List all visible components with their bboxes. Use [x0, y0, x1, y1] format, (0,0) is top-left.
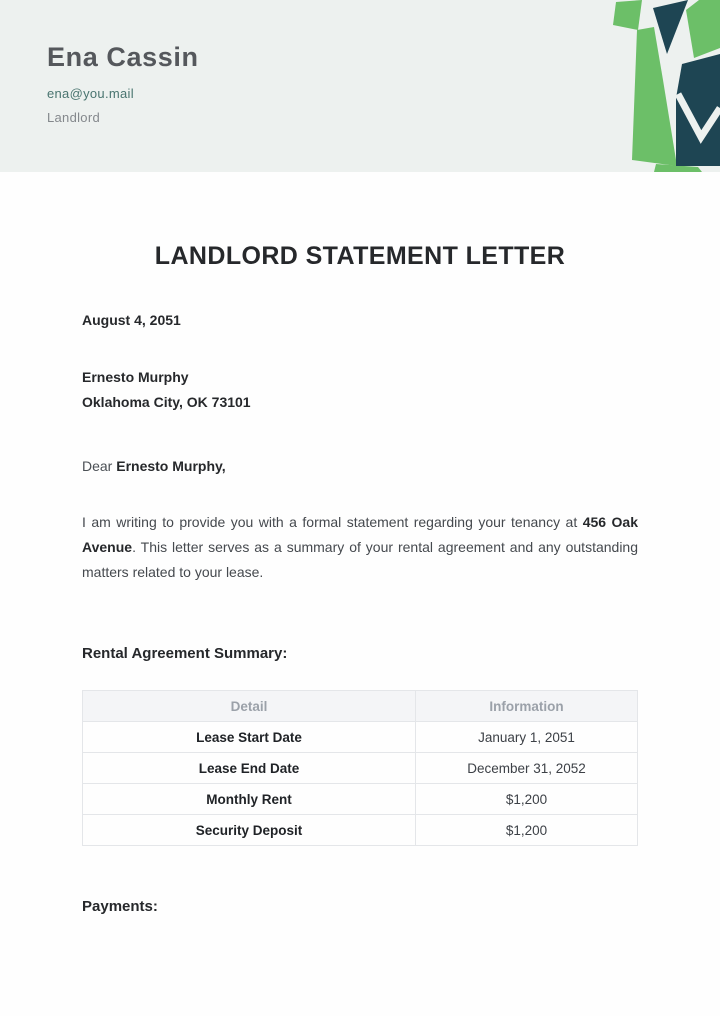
intro-paragraph [82, 510, 638, 585]
recipient-block [82, 365, 638, 415]
sender-role: Landlord [47, 110, 100, 125]
information-cell: $1,200 [416, 784, 638, 815]
summary-table-body [83, 722, 638, 846]
sender-block [47, 42, 199, 125]
information-cell: January 1, 2051 [416, 722, 638, 753]
table-row [83, 722, 638, 753]
detail-cell: Monthly Rent [83, 784, 416, 815]
column-header-detail: Detail [83, 691, 416, 722]
recipient-address: Oklahoma City, OK 73101 [82, 394, 251, 410]
letter-date: August 4, 2051 [82, 312, 181, 328]
recipient-name: Ernesto Murphy [82, 369, 189, 385]
geometric-logo-icon [610, 0, 720, 172]
sender-email: ena@you.mail [47, 86, 134, 101]
table-row [83, 815, 638, 846]
rental-summary-heading: Rental Agreement Summary: [82, 645, 288, 662]
salutation [82, 458, 638, 474]
letterhead-band [0, 0, 720, 172]
detail-cell: Security Deposit [83, 815, 416, 846]
detail-cell: Lease Start Date [83, 722, 416, 753]
intro-text-1: I am writing to provide you with a formal statement regarding your tenancy at [82, 514, 583, 530]
salutation-prefix: Dear [82, 458, 117, 474]
payments-heading: Payments: [82, 898, 158, 915]
property-address: 456 Oak Avenue [82, 514, 638, 555]
table-row [83, 753, 638, 784]
salutation-name: Ernesto Murphy, [116, 458, 226, 474]
letter-body [0, 242, 720, 915]
detail-cell: Lease End Date [83, 753, 416, 784]
table-row [83, 784, 638, 815]
table-header-row [83, 691, 638, 722]
column-header-information: Information [416, 691, 638, 722]
information-cell: December 31, 2052 [416, 753, 638, 784]
intro-text-2: . This letter serves as a summary of your rental agreement and any outstanding matters related to your lease. [82, 539, 638, 580]
information-cell: $1,200 [416, 815, 638, 846]
page-title: LANDLORD STATEMENT LETTER [154, 242, 566, 270]
rental-summary-table [82, 690, 638, 846]
sender-name: Ena Cassin [47, 42, 199, 72]
